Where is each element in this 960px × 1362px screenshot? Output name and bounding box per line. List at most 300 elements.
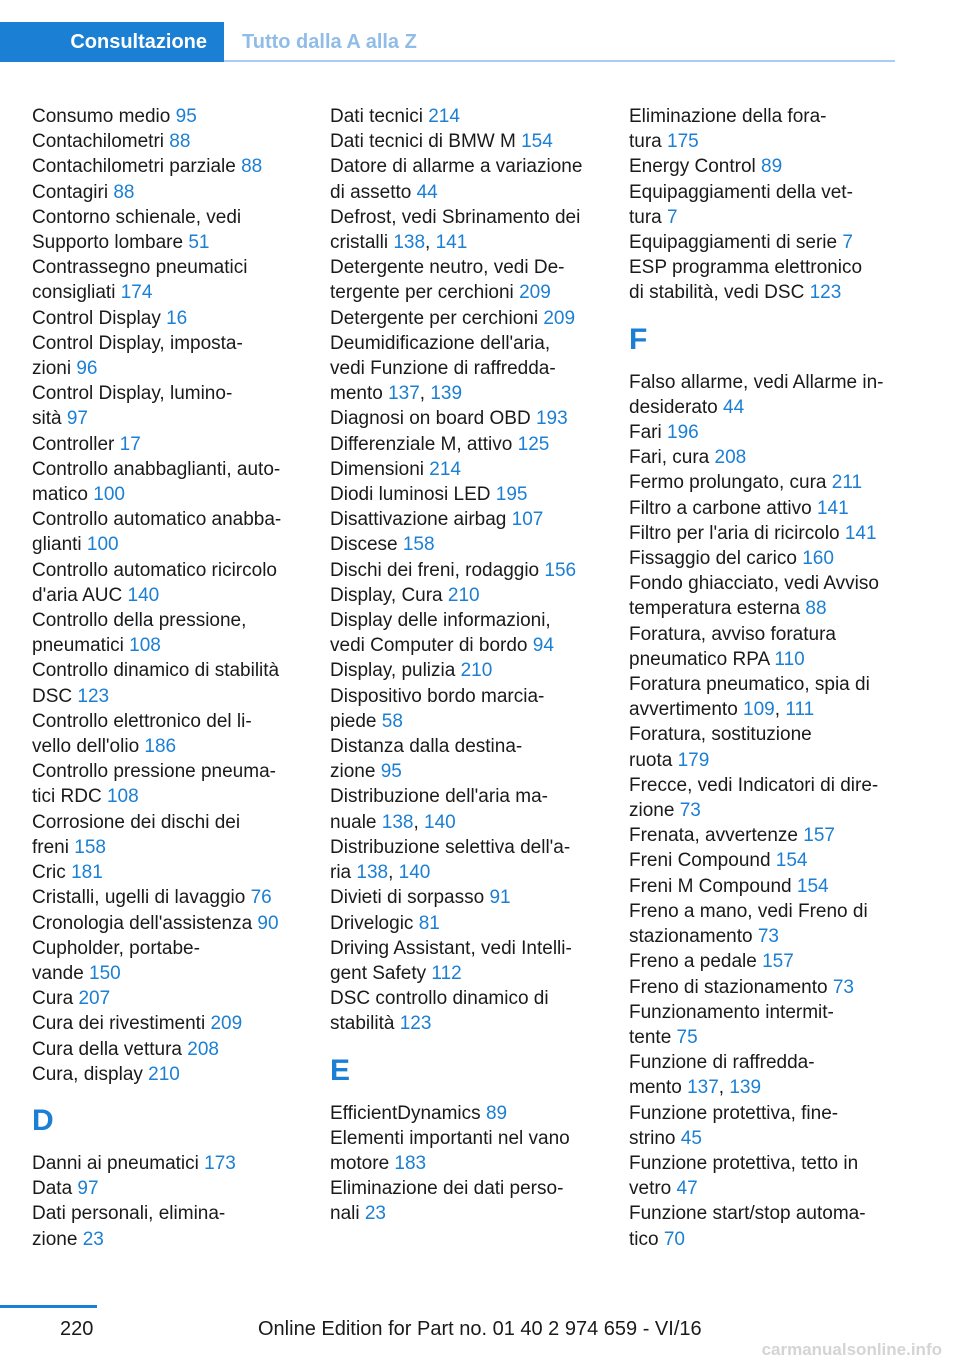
page-reference-link[interactable]: 139 bbox=[729, 1077, 762, 1099]
page-reference-link[interactable]: 173 bbox=[204, 1152, 236, 1174]
page-reference-link[interactable]: 141 bbox=[844, 522, 877, 544]
index-entry-text: Drivelogic bbox=[330, 912, 419, 934]
index-entry bbox=[629, 470, 899, 495]
index-entry-text: Cura bbox=[32, 988, 79, 1010]
page-reference-link[interactable]: 96 bbox=[76, 358, 98, 380]
index-entry bbox=[330, 457, 600, 482]
index-letter-heading: F bbox=[629, 322, 648, 356]
page-reference-link[interactable]: 154 bbox=[796, 875, 829, 897]
index-entry bbox=[32, 911, 302, 936]
index-entry-text: Differenziale M, attivo bbox=[330, 433, 518, 455]
page-reference-link[interactable]: 90 bbox=[257, 912, 279, 934]
index-entry-text: Disattivazione airbag bbox=[330, 509, 512, 531]
index-entry bbox=[330, 507, 600, 532]
index-entry-line bbox=[330, 810, 600, 835]
page-reference-link[interactable]: 175 bbox=[667, 131, 699, 153]
index-entry-text: Detergente per cerchioni bbox=[330, 307, 544, 329]
index-entry bbox=[32, 608, 302, 658]
index-entry bbox=[330, 306, 600, 331]
section-tab-consultazione[interactable] bbox=[0, 22, 224, 62]
page-reference-link[interactable]: 7 bbox=[842, 232, 853, 254]
index-entry-line bbox=[629, 420, 899, 445]
page-reference-link[interactable]: 97 bbox=[66, 408, 88, 430]
index-entry-line bbox=[32, 1151, 302, 1176]
page-reference-link[interactable]: 23 bbox=[364, 1203, 386, 1225]
page-reference-link[interactable]: 89 bbox=[485, 1102, 508, 1124]
index-entry bbox=[629, 370, 899, 420]
index-entry bbox=[330, 432, 600, 457]
index-entry-text: Cronologia dell'assistenza bbox=[32, 912, 258, 934]
index-entry-line bbox=[32, 507, 302, 532]
page-reference-link[interactable]: 210 bbox=[447, 584, 480, 606]
page-reference-link[interactable]: 186 bbox=[144, 736, 177, 758]
page-reference-link[interactable]: 75 bbox=[676, 1026, 698, 1048]
page-reference-link[interactable]: 110 bbox=[774, 648, 805, 670]
index-entry-text: gent Safety bbox=[330, 962, 432, 984]
index-entry-text: nuale bbox=[330, 811, 382, 833]
index-entry-line bbox=[629, 180, 899, 205]
page-reference-link[interactable]: 154 bbox=[521, 131, 553, 153]
index-entry-text: Display, Cura bbox=[330, 584, 448, 606]
index-column-3 bbox=[629, 104, 899, 1252]
page-reference-link[interactable]: 214 bbox=[428, 106, 460, 127]
index-entry-line bbox=[330, 1011, 600, 1036]
index-entry-text: Freno di stazionamento bbox=[629, 976, 833, 998]
index-entry-text: Discese bbox=[330, 534, 403, 556]
index-entry-text: , bbox=[718, 1077, 730, 1099]
index-entry-line bbox=[330, 482, 600, 507]
index-entry-text: Fari bbox=[629, 422, 667, 444]
index-entry bbox=[629, 823, 899, 848]
index-entry-text: Contrassegno pneumatici bbox=[32, 257, 248, 279]
index-entry-line bbox=[629, 1126, 899, 1151]
index-entry bbox=[32, 658, 302, 708]
page-reference-link[interactable]: 123 bbox=[809, 282, 842, 304]
index-entry-text: stazionamento bbox=[629, 926, 758, 948]
page-reference-link[interactable]: 73 bbox=[757, 926, 779, 948]
index-entry-text: nali bbox=[330, 1203, 365, 1225]
index-entry-line bbox=[32, 709, 302, 734]
index-entry-line bbox=[330, 432, 600, 457]
index-entry bbox=[330, 658, 600, 683]
index-entry-text: Display delle informazioni, bbox=[330, 610, 551, 632]
index-entry-text: Filtro a carbone attivo bbox=[629, 497, 817, 519]
index-entry-line bbox=[330, 180, 600, 205]
index-entry-line bbox=[330, 986, 600, 1011]
index-entry-text: Controllo automatico anabba- bbox=[32, 509, 282, 531]
index-entry-line bbox=[32, 280, 302, 305]
index-entry-line bbox=[32, 1037, 302, 1062]
index-entry-line bbox=[629, 874, 899, 899]
index-entry-text: freni bbox=[32, 836, 75, 858]
index-entry bbox=[330, 331, 600, 407]
page-reference-link[interactable]: 209 bbox=[543, 307, 576, 329]
index-entry-line bbox=[330, 633, 600, 658]
index-entry-text: DSC controllo dinamico di bbox=[330, 988, 549, 1010]
index-entry-line bbox=[330, 759, 600, 784]
page-reference-link[interactable]: 44 bbox=[416, 181, 438, 203]
page-reference-link[interactable]: 158 bbox=[402, 534, 435, 556]
index-entry-text: Frecce, vedi Indicatori di dire- bbox=[629, 774, 879, 796]
index-entry bbox=[32, 180, 302, 205]
index-entry-text: zione bbox=[330, 761, 381, 783]
index-entry-line bbox=[32, 432, 302, 457]
page-reference-link[interactable]: 89 bbox=[761, 156, 783, 178]
index-entry-text: Driving Assistant, vedi Intelli- bbox=[330, 937, 572, 959]
index-entry bbox=[629, 180, 899, 230]
index-entry bbox=[32, 936, 302, 986]
index-entry-line bbox=[629, 571, 899, 596]
index-entry-line bbox=[629, 154, 899, 179]
page-reference-link[interactable]: 179 bbox=[677, 749, 710, 771]
index-entry-line bbox=[330, 507, 600, 532]
index-entry bbox=[32, 1176, 302, 1201]
index-entry-line bbox=[32, 860, 302, 885]
page-reference-link[interactable]: 95 bbox=[380, 761, 402, 783]
index-entry-text: , bbox=[425, 232, 436, 254]
index-entry-line bbox=[32, 633, 302, 658]
index-entry bbox=[32, 759, 302, 809]
page-reference-link[interactable]: 214 bbox=[429, 458, 461, 480]
page-reference-link[interactable]: 207 bbox=[78, 988, 111, 1010]
index-entry bbox=[330, 532, 600, 557]
index-entry bbox=[629, 874, 899, 899]
page-reference-link[interactable]: 123 bbox=[77, 685, 110, 707]
index-entry-text: cristalli bbox=[330, 232, 394, 254]
index-entry-text: ESP programma elettronico bbox=[629, 257, 863, 279]
index-entry-text: glianti bbox=[32, 534, 87, 556]
page-reference-link[interactable]: 88 bbox=[241, 156, 263, 178]
index-entry bbox=[330, 154, 600, 204]
page-reference-link[interactable]: 108 bbox=[129, 635, 161, 657]
page-reference-link[interactable]: 111 bbox=[785, 699, 815, 721]
index-entry-text: Funzione start/stop automa- bbox=[629, 1203, 866, 1225]
index-entry-text: DSC bbox=[32, 685, 78, 707]
index-entry-line bbox=[330, 608, 600, 633]
index-entry-text: strino bbox=[629, 1127, 681, 1149]
page-reference-link[interactable]: 157 bbox=[803, 825, 835, 847]
index-entry bbox=[330, 684, 600, 734]
page-reference-link[interactable]: 209 bbox=[210, 1013, 243, 1035]
index-entry-text: Dimensioni bbox=[330, 458, 430, 480]
page-reference-link[interactable]: 45 bbox=[680, 1127, 702, 1149]
index-entry-text: Control Display, imposta- bbox=[32, 332, 243, 354]
index-entry-line bbox=[330, 406, 600, 431]
page-reference-link[interactable]: 23 bbox=[82, 1228, 104, 1250]
index-entry-line bbox=[32, 1011, 302, 1036]
index-entry-text: Dischi dei freni, rodaggio bbox=[330, 559, 545, 581]
index-entry-line bbox=[629, 949, 899, 974]
page-reference-link[interactable]: 58 bbox=[381, 710, 403, 732]
index-entry-text: d'aria AUC bbox=[32, 584, 128, 606]
index-entry-line bbox=[330, 255, 600, 280]
page-reference-link[interactable]: 154 bbox=[775, 850, 808, 872]
index-entry-text: Freni M Compound bbox=[629, 875, 797, 897]
page-reference-link[interactable]: 100 bbox=[93, 484, 125, 506]
page-reference-link[interactable]: 109 bbox=[743, 699, 775, 721]
page-reference-link[interactable]: 125 bbox=[517, 433, 550, 455]
page-reference-link[interactable]: 112 bbox=[431, 962, 462, 984]
index-entry-line bbox=[330, 835, 600, 860]
index-entry bbox=[629, 521, 899, 546]
index-entry bbox=[629, 975, 899, 1000]
index-entry-line bbox=[629, 546, 899, 571]
index-entry-text: Diagnosi on board OBD bbox=[330, 408, 536, 430]
index-entry-line bbox=[32, 306, 302, 331]
page-reference-link[interactable]: 156 bbox=[544, 559, 577, 581]
index-entry-text: Controllo dinamico di stabilità bbox=[32, 660, 280, 682]
index-entry-text: tura bbox=[629, 206, 668, 228]
index-entry-line bbox=[330, 280, 600, 305]
index-entry-line bbox=[629, 1101, 899, 1126]
index-entry bbox=[330, 482, 600, 507]
index-entry-text: vedi Computer di bordo bbox=[330, 635, 533, 657]
index-entry-line bbox=[32, 457, 302, 482]
index-entry-line bbox=[629, 230, 899, 255]
index-entry-text: di stabilità, vedi DSC bbox=[629, 282, 810, 304]
index-entry-text: Eliminazione della fora- bbox=[629, 106, 827, 127]
page-reference-link[interactable]: 16 bbox=[166, 307, 188, 329]
page-reference-link[interactable]: 140 bbox=[398, 862, 431, 884]
index-entry-text: Funzionamento intermit- bbox=[629, 1001, 834, 1023]
index-entry bbox=[629, 722, 899, 772]
index-entry-text: Contachilometri bbox=[32, 131, 170, 153]
index-entry-text: Cura, display bbox=[32, 1063, 149, 1085]
index-entry-line bbox=[629, 798, 899, 823]
index-entry-line bbox=[32, 482, 302, 507]
page-reference-link[interactable]: 140 bbox=[127, 584, 160, 606]
index-entry bbox=[32, 1062, 302, 1087]
index-entry bbox=[330, 583, 600, 608]
page-reference-link[interactable]: 174 bbox=[120, 282, 153, 304]
page-reference-link[interactable]: 70 bbox=[663, 1228, 685, 1250]
page-reference-link[interactable]: 123 bbox=[399, 1013, 432, 1035]
index-entry bbox=[629, 622, 899, 672]
page-reference-link[interactable]: 137 bbox=[687, 1077, 719, 1099]
index-entry-text: vande bbox=[32, 962, 90, 984]
index-entry-line bbox=[330, 457, 600, 482]
page-reference-link[interactable]: 160 bbox=[802, 548, 834, 570]
index-entry-line bbox=[629, 370, 899, 395]
page-reference-link[interactable]: 44 bbox=[723, 396, 745, 418]
index-entry-text: pneumatico RPA bbox=[629, 648, 775, 670]
index-entry-line bbox=[629, 521, 899, 546]
index-entry bbox=[629, 445, 899, 470]
page-reference-link[interactable]: 17 bbox=[119, 433, 141, 455]
index-entry-text: Fissaggio del carico bbox=[629, 548, 803, 570]
page-reference-link[interactable]: 196 bbox=[667, 422, 699, 444]
page-reference-link[interactable]: 81 bbox=[418, 912, 440, 934]
index-entry-line bbox=[330, 911, 600, 936]
page-reference-link[interactable]: 76 bbox=[250, 887, 272, 909]
index-entry-line bbox=[330, 331, 600, 356]
index-entry-text: Control Display bbox=[32, 307, 167, 329]
index-entry-line bbox=[32, 104, 302, 129]
page-reference-link[interactable]: 210 bbox=[148, 1063, 180, 1085]
index-entry-line bbox=[330, 306, 600, 331]
section-tab-a-z[interactable] bbox=[242, 22, 417, 62]
page-reference-link[interactable]: 88 bbox=[169, 131, 191, 153]
index-entry bbox=[330, 911, 600, 936]
page-reference-link[interactable]: 195 bbox=[495, 484, 528, 506]
page-reference-link[interactable]: 95 bbox=[175, 106, 197, 127]
index-entry bbox=[330, 608, 600, 658]
index-entry-line bbox=[629, 1075, 899, 1100]
index-entry bbox=[330, 936, 600, 986]
index-entry-text: zioni bbox=[32, 358, 77, 380]
index-entry bbox=[629, 949, 899, 974]
index-entry-line bbox=[629, 848, 899, 873]
index-entry bbox=[629, 154, 899, 179]
page-reference-link[interactable]: 141 bbox=[816, 497, 849, 519]
page-reference-link[interactable]: 139 bbox=[430, 383, 463, 405]
index-entry-line bbox=[32, 532, 302, 557]
index-entry-text: Cristalli, ugelli di lavaggio bbox=[32, 887, 251, 909]
index-entry-text: Funzione protettiva, fine- bbox=[629, 1102, 839, 1124]
index-entry-line bbox=[32, 835, 302, 860]
index-entry bbox=[629, 1050, 899, 1100]
index-entry-line bbox=[629, 596, 899, 621]
page-reference-link[interactable]: 209 bbox=[519, 282, 551, 304]
index-column-1 bbox=[32, 104, 302, 1252]
index-entry-line bbox=[330, 734, 600, 759]
index-letter-heading: D bbox=[32, 1103, 54, 1137]
index-entry-text: Foratura pneumatico, spia di bbox=[629, 674, 870, 696]
index-entry-line bbox=[330, 658, 600, 683]
page-reference-link[interactable]: 208 bbox=[714, 447, 747, 469]
index-entry bbox=[32, 129, 302, 154]
page-reference-link[interactable]: 73 bbox=[679, 800, 701, 822]
index-entry-text: mento bbox=[629, 1077, 688, 1099]
index-entry-line bbox=[330, 129, 600, 154]
index-entry-text: Consumo medio bbox=[32, 106, 176, 127]
index-entry-text: tente bbox=[629, 1026, 677, 1048]
index-entry-text: Freno a pedale bbox=[629, 951, 763, 973]
page-reference-link[interactable]: 137 bbox=[388, 383, 420, 405]
page-reference-link[interactable]: 94 bbox=[532, 635, 554, 657]
page-reference-link[interactable]: 7 bbox=[667, 206, 678, 228]
page-reference-link[interactable]: 183 bbox=[394, 1152, 427, 1174]
index-entry-line bbox=[629, 280, 899, 305]
index-entry-text: Contagiri bbox=[32, 181, 114, 203]
page-reference-link[interactable]: 108 bbox=[106, 786, 139, 808]
page-reference-link[interactable]: 138 bbox=[356, 862, 389, 884]
index-entry-text: Controller bbox=[32, 433, 120, 455]
page-reference-link[interactable]: 141 bbox=[435, 232, 468, 254]
index-entry-text: Corrosione dei dischi dei bbox=[32, 811, 241, 833]
index-entry-line bbox=[330, 1101, 600, 1126]
index-entry-text: Freni Compound bbox=[629, 850, 776, 872]
page-reference-link[interactable]: 88 bbox=[805, 598, 827, 620]
index-entry bbox=[330, 835, 600, 885]
index-entry bbox=[629, 848, 899, 873]
index-entry-text: Fermo prolungato, cura bbox=[629, 472, 832, 494]
index-entry-line bbox=[330, 356, 600, 381]
index-entry bbox=[330, 129, 600, 154]
index-entry bbox=[330, 784, 600, 834]
index-entry-text: Data bbox=[32, 1178, 78, 1200]
index-entry bbox=[629, 1201, 899, 1251]
index-entry-text: ruota bbox=[629, 749, 678, 771]
page-reference-link[interactable]: 157 bbox=[762, 951, 794, 973]
page-reference-link[interactable]: 97 bbox=[77, 1178, 99, 1200]
page-reference-link[interactable]: 210 bbox=[460, 660, 493, 682]
page-reference-link[interactable]: 107 bbox=[511, 509, 544, 531]
index-entry-text: Cupholder, portabe- bbox=[32, 937, 200, 959]
index-entry bbox=[32, 255, 302, 305]
index-entry-line bbox=[629, 1050, 899, 1075]
index-entry-text: Display, pulizia bbox=[330, 660, 461, 682]
page-reference-link[interactable]: 47 bbox=[676, 1178, 698, 1200]
page-reference-link[interactable]: 138 bbox=[393, 232, 426, 254]
index-entry-text: , bbox=[413, 811, 425, 833]
page-reference-link[interactable]: 158 bbox=[74, 836, 106, 858]
index-entry-text: vello dell'olio bbox=[32, 736, 145, 758]
index-entry-line bbox=[32, 936, 302, 961]
index-entry-line bbox=[330, 1201, 600, 1226]
page-number: 220 bbox=[60, 1318, 94, 1340]
index-entry-line bbox=[32, 583, 302, 608]
index-entry-line bbox=[32, 986, 302, 1011]
page-reference-link[interactable]: 208 bbox=[187, 1038, 219, 1060]
index-entry-text: Dati tecnici di BMW M bbox=[330, 131, 522, 153]
index-entry-text: desiderato bbox=[629, 396, 724, 418]
index-entry-line bbox=[629, 129, 899, 154]
page-reference-link[interactable]: 150 bbox=[89, 962, 121, 984]
index-entry bbox=[32, 1011, 302, 1036]
index-entry-line bbox=[330, 684, 600, 709]
index-entry bbox=[629, 420, 899, 445]
index-entry bbox=[32, 709, 302, 759]
page-reference-link[interactable]: 211 bbox=[831, 472, 863, 494]
index-entry-text: Divieti di sorpasso bbox=[330, 887, 490, 909]
index-entry-text: Control Display, lumino- bbox=[32, 383, 233, 405]
index-entry-line bbox=[629, 722, 899, 747]
index-entry bbox=[629, 1000, 899, 1050]
page-reference-link[interactable]: 140 bbox=[424, 811, 456, 833]
page-reference-link[interactable]: 51 bbox=[188, 232, 210, 254]
index-entry-text: temperatura esterna bbox=[629, 598, 806, 620]
index-entry-text: Cura dei rivestimenti bbox=[32, 1013, 211, 1035]
page-reference-link[interactable]: 138 bbox=[381, 811, 414, 833]
page-reference-link[interactable]: 181 bbox=[71, 862, 103, 884]
index-entry-text: di assetto bbox=[330, 181, 417, 203]
index-entry bbox=[330, 406, 600, 431]
index-entry-line bbox=[629, 395, 899, 420]
page-reference-link[interactable]: 73 bbox=[832, 976, 854, 998]
index-entry-line bbox=[32, 961, 302, 986]
index-entry-line bbox=[629, 1000, 899, 1025]
page-reference-link[interactable]: 193 bbox=[535, 408, 568, 430]
index-entry-line bbox=[32, 205, 302, 230]
page-reference-link[interactable]: 88 bbox=[113, 181, 135, 203]
index-entry-text: Contachilometri parziale bbox=[32, 156, 242, 178]
index-entry-text: Dispositivo bordo marcia- bbox=[330, 685, 545, 707]
page-reference-link[interactable]: 100 bbox=[86, 534, 119, 556]
index-entry-line bbox=[330, 1126, 600, 1151]
index-entry bbox=[629, 571, 899, 621]
index-entry-line bbox=[32, 810, 302, 835]
index-entry-text: Controllo anabbaglianti, auto- bbox=[32, 458, 281, 480]
index-entry bbox=[32, 1201, 302, 1251]
index-entry-text: Defrost, vedi Sbrinamento dei bbox=[330, 206, 581, 228]
index-entry bbox=[330, 1176, 600, 1226]
index-entry-text: , bbox=[774, 699, 786, 721]
index-entry-line bbox=[330, 860, 600, 885]
page-reference-link[interactable]: 91 bbox=[489, 887, 511, 909]
index-entry-line bbox=[330, 205, 600, 230]
index-entry bbox=[330, 558, 600, 583]
